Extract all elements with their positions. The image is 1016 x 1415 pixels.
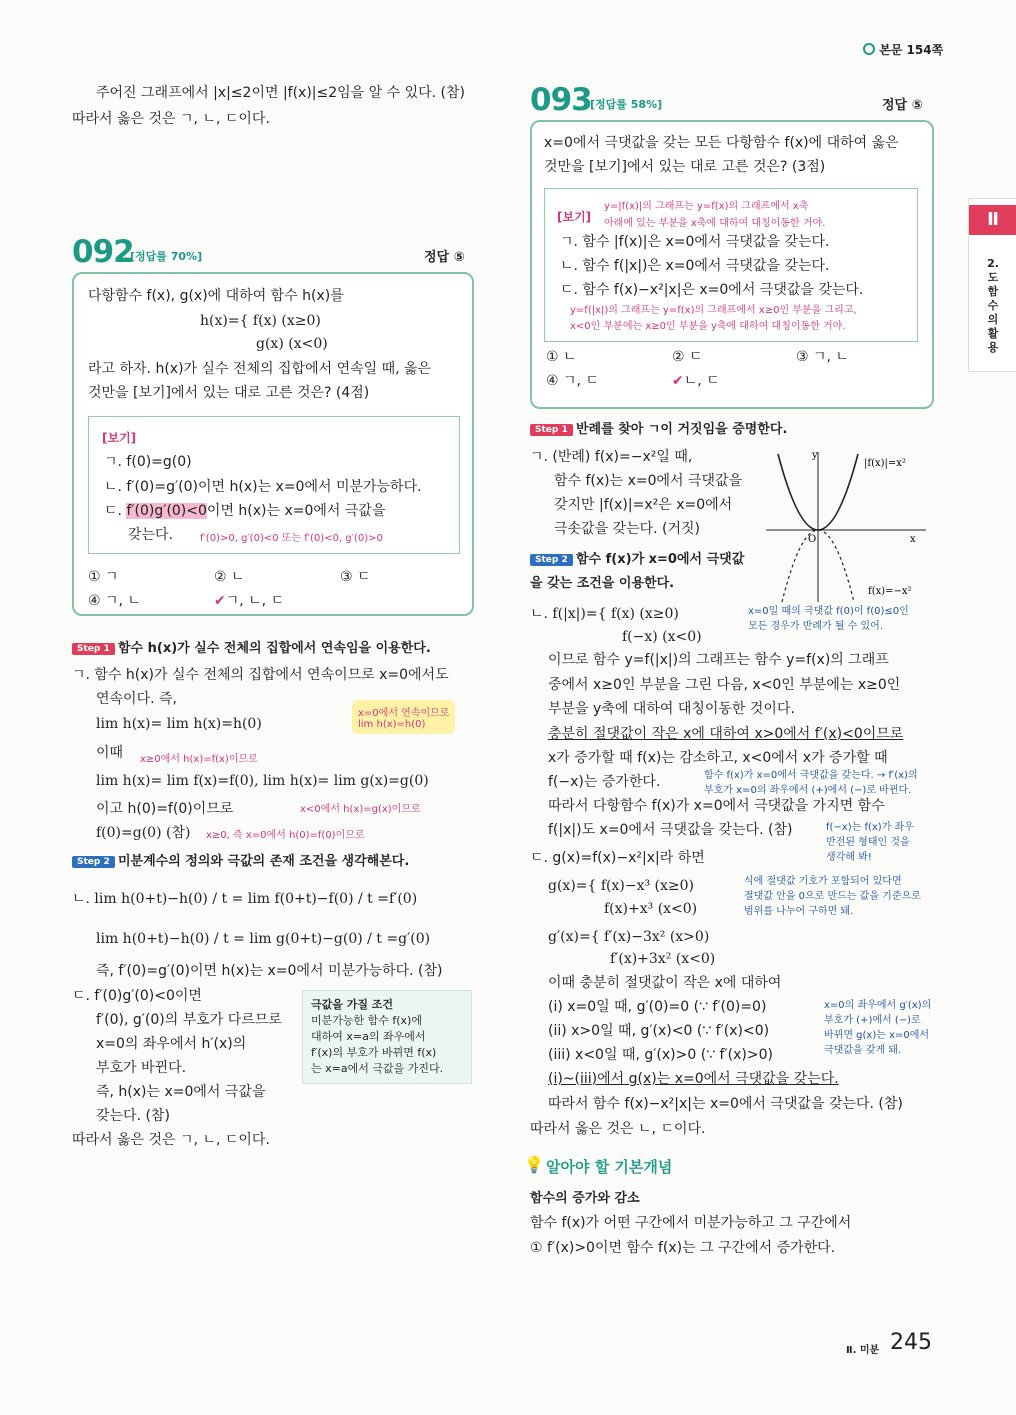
choice: ④ ㄱ, ㄴ: [88, 593, 141, 609]
text-line: (i) x=0일 때, g′(0)=0 (∵ f′(0)=0): [548, 999, 767, 1015]
text-line: ㄱ. (반례) f(x)=−x²일 때,: [530, 449, 693, 465]
x-label: x: [910, 534, 916, 545]
bogi-item: 갖는다.: [128, 527, 174, 543]
annotation: x≥0에서 h(x)=f(x)이므로: [140, 754, 258, 765]
math-line: ㄴ. f(|x|)={ f(x) (x≥0): [530, 606, 679, 622]
text-line: 갖지만 |f(x)|=x²은 x=0에서: [554, 497, 733, 513]
chapter-title: 2. 도 함 수 의 활 용: [987, 257, 999, 354]
text-line: 따라서 옳은 것은 ㄱ, ㄴ, ㄷ이다.: [72, 1132, 270, 1148]
text-line: 따라서 옳은 것은 ㄱ, ㄴ, ㄷ이다.: [72, 111, 270, 127]
annotation: y=|f(x)|의 그래프는 y=f(x)의 그래프에서 x축: [604, 201, 809, 212]
choice: ③ ㄱ, ㄴ: [796, 349, 849, 365]
annotation: 함수 f(x)가 x=0에서 극댓값을 갖는다. → f′(x)의 부호가 x=0의 좌우에서 (+)에서 (−)로 바뀐다.: [704, 770, 918, 796]
lightbulb-icon: 💡: [524, 1155, 544, 1174]
annotation: f′(0)>0, g′(0)<0 또는 f′(0)<0, g′(0)>0: [200, 533, 383, 544]
text-line: 라고 하자. h(x)가 실수 전체의 집합에서 연속일 때, 옳은: [88, 361, 432, 377]
annotation: x=0일 때의 극댓값 f(0)이 f(0)≤0인 모든 경우가 반례가 될 수 있어.: [748, 606, 909, 632]
math-line: f(0)=g(0) (참): [96, 825, 191, 841]
y-label: y: [812, 450, 818, 461]
step-title: 함수 h(x)가 실수 전체의 집합에서 연속임을 이용한다.: [118, 641, 431, 656]
concept-title: 알아야 할 기본개념: [546, 1158, 673, 1176]
annotation: y=f(|x|)의 그래프는 y=f(x)의 그래프에서 x≥0인 부분을 그리고,: [570, 305, 857, 316]
choice-correct: ✔ㄱ, ㄴ, ㄷ: [214, 593, 285, 609]
origin-label: O: [808, 534, 817, 545]
text-line: 충분히 절댓값이 작은 x에 대하여 x>0에서 f′(x)<0이므로: [548, 726, 904, 742]
text-line: 다항함수 f(x), g(x)에 대하여 함수 h(x)를: [88, 288, 344, 304]
text-line: 갖는다. (참): [96, 1108, 170, 1124]
bogi-title: [보기]: [102, 431, 137, 445]
text-line: 이므로 함수 y=f(|x|)의 그래프는 함수 y=f(x)의 그래프: [548, 652, 889, 668]
annotation: f(−x)는 f(x)가 좌우 반전된 형태인 것을 생각해 봐!: [826, 822, 914, 863]
text-line: 것만을 [보기]에서 있는 대로 고른 것은? (4점): [88, 385, 370, 401]
step-tag: Step 1: [530, 424, 573, 436]
piecewise-def: h(x)={ f(x) (x≥0): [200, 313, 321, 329]
concept-note: 극값을 가질 조건 미분가능한 함수 f(x)에 대하여 x=a의 좌우에서 f′(x)의 부호가 바뀌면 f(x) 는 x=a에서 극값을 가진다.: [302, 990, 472, 1084]
text-line: x=0의 좌우에서 h′(x)의: [96, 1036, 247, 1052]
text-line: 이고 h(0)=f(0)이므로: [96, 801, 234, 817]
annotation: 아래에 있는 부분을 x축에 대하여 대칭이동한 거야.: [604, 218, 826, 229]
text-line: 연속이다. 즉,: [96, 691, 177, 707]
math-line: g(x)={ f(x)−x³ (x≥0): [548, 878, 695, 894]
text-line: 함수 f(x)가 어떤 구간에서 미분가능하고 그 구간에서: [530, 1215, 852, 1231]
text-line: x=0에서 극댓값을 갖는 모든 다항함수 f(x)에 대하여 옳은: [544, 135, 899, 151]
choice: ② ㄴ: [214, 569, 245, 585]
parabola-graph: [760, 446, 932, 606]
text-line: ㄷ. g(x)=f(x)−x²|x|라 하면: [530, 850, 705, 866]
text-line: f(|x|)도 x=0에서 극댓값을 갖는다. (참): [548, 822, 793, 838]
answer-rate: [정답률 70%]: [130, 250, 203, 263]
text-line: 부분을 y축에 대하여 대칭이동한 것이다.: [548, 701, 795, 717]
text-line: (iii) x<0일 때, g′(x)>0 (∵ f′(x)>0): [548, 1047, 773, 1063]
text-line: 극솟값을 갖는다. (거짓): [554, 521, 700, 537]
chapter-tab: [968, 198, 1016, 372]
text-line: 부호가 바뀐다.: [96, 1060, 187, 1076]
bogi-item: ㄴ. f′(0)=g′(0)이면 h(x)는 x=0에서 미분가능하다.: [104, 479, 422, 495]
answer-label: 정답 ⑤: [424, 250, 465, 265]
bogi-item: ㄷ. 함수 f(x)−x²|x|은 x=0에서 극댓값을 갖는다.: [560, 282, 864, 298]
annotation: x≥0, 즉 x=0에서 h(0)=f(0)이므로: [206, 830, 365, 841]
answer-label: 정답 ⑤: [882, 98, 923, 113]
curve-label: |f(x)|=x²: [864, 458, 906, 469]
bogi-item: ㄴ. 함수 f(|x|)은 x=0에서 극댓값을 갖는다.: [560, 258, 830, 274]
annotation: x<0인 부분에는 x≥0인 부분을 y축에 대하여 대칭이동한 거야.: [570, 321, 846, 332]
step-title: 을 갖는 조건을 이용한다.: [530, 576, 675, 591]
step-title: 함수 f(x)가 x=0에서 극댓값: [576, 552, 745, 567]
annotation: x<0에서 h(x)=g(x)이므로: [300, 804, 421, 815]
circle-icon: [863, 43, 875, 55]
math-line: lim h(0+t)−h(0) / t = lim g(0+t)−g(0) / t =g′(0): [96, 931, 431, 947]
step-tag: Step 2: [72, 856, 115, 868]
math-line: lim h(x)= lim h(x)=h(0): [96, 716, 262, 732]
bogi-item: ㄱ. 함수 |f(x)|은 x=0에서 극댓값을 갖는다.: [560, 234, 830, 250]
choice: ② ㄷ: [672, 349, 703, 365]
text-line: x가 증가할 때 f(x)는 감소하고, x<0에서 x가 증가할 때: [548, 750, 888, 766]
text-line: 함수 f(x)는 x=0에서 극댓값을: [554, 473, 743, 489]
yellow-note: x=0에서 연속이므로 lim h(x)=h(0): [352, 700, 455, 734]
text-line: f′(0), g′(0)의 부호가 다르므로: [96, 1012, 282, 1028]
text-line: 따라서 옳은 것은 ㄴ, ㄷ이다.: [530, 1121, 706, 1137]
footer-section: Ⅱ. 미분: [846, 1345, 880, 1356]
math-line: g′(x)={ f′(x)−3x² (x>0): [548, 929, 710, 945]
question-number: 093: [530, 82, 592, 118]
text-line: (ii) x>0일 때, g′(x)<0 (∵ f′(x)<0): [548, 1023, 770, 1039]
text-line: 중에서 x≥0인 부분을 그린 다음, x<0인 부분에는 x≥0인: [548, 677, 901, 693]
step-title: 반례를 찾아 ㄱ이 거짓임을 증명한다.: [576, 422, 788, 437]
math-line: f(x)+x³ (x<0): [604, 901, 698, 917]
piecewise-def: g(x) (x<0): [256, 336, 328, 352]
page-number: 245: [890, 1330, 932, 1355]
choice: ③ ㄷ: [340, 569, 371, 585]
step-tag: Step 1: [72, 643, 115, 655]
concept-subtitle: 함수의 증가와 감소: [530, 1191, 640, 1206]
choice: ④ ㄱ, ㄷ: [546, 373, 599, 389]
page-reference: 본문 154쪽: [863, 41, 943, 58]
math-line: f′(x)+3x² (x<0): [610, 951, 716, 967]
answer-rate: [정답률 58%]: [590, 98, 663, 111]
step-tag: Step 2: [530, 554, 573, 566]
annotation: 식에 절댓값 기호가 포함되어 있다면 절댓값 안을 0으로 만드는 값을 기준으로 범위를 나누어 구하면 돼.: [744, 876, 921, 917]
bogi-title: [보기]: [557, 210, 592, 224]
step-title: 미분계수의 정의와 극값의 존재 조건을 생각해본다.: [118, 854, 410, 869]
text-line: 주어진 그래프에서 |x|≤2이면 |f(x)|≤2임을 알 수 있다. (참): [96, 85, 465, 101]
math-line: lim h(x)= lim f(x)=f(0), lim h(x)= lim g(x)=g(0): [96, 773, 429, 789]
text-line: 즉, f′(0)=g′(0)이면 h(x)는 x=0에서 미분가능하다. (참): [96, 963, 443, 979]
text-line: 이때: [96, 745, 124, 761]
math-line: f(−x) (x<0): [622, 629, 702, 645]
check-icon: ✔: [214, 593, 226, 609]
text-line: 따라서 다항함수 f(x)가 x=0에서 극댓값을 가지면 함수: [548, 798, 885, 814]
text-line: (i)~(iii)에서 g(x)는 x=0에서 극댓값을 갖는다.: [548, 1071, 839, 1087]
math-line: ㄴ. lim h(0+t)−h(0) / t = lim f(0+t)−f(0) / t =f′(0): [72, 891, 418, 907]
chapter-roman: Ⅱ: [969, 205, 1016, 235]
curve-label: f(x)=−x²: [868, 586, 912, 597]
text-line: ㄷ. f′(0)g′(0)<0이면: [72, 988, 202, 1004]
check-icon: ✔: [672, 373, 684, 389]
annotation: x=0의 좌우에서 g′(x)의 부호가 (+)에서 (−)로 바뀌면 g(x)는 x=0에서 극댓값을 갖게 돼.: [824, 1000, 932, 1056]
text-line: 것만을 [보기]에서 있는 대로 고른 것은? (3점): [544, 159, 826, 175]
text-line: 따라서 함수 f(x)−x²|x|는 x=0에서 극댓값을 갖는다. (참): [548, 1096, 903, 1112]
text-line: f(−x)는 증가한다.: [548, 774, 661, 790]
question-number: 092: [72, 234, 134, 270]
bogi-item: ㄱ. f(0)=g(0): [104, 454, 192, 470]
bogi-item: ㄷ. f′(0)g′(0)<0이면 h(x)는 x=0에서 극값을: [104, 503, 386, 519]
text-line: 즉, h(x)는 x=0에서 극값을: [96, 1084, 266, 1100]
text-line: ① f′(x)>0이면 함수 f(x)는 그 구간에서 증가한다.: [530, 1240, 836, 1256]
text-line: 이때 충분히 절댓값이 작은 x에 대하여: [548, 975, 782, 991]
choice: ① ㄱ: [88, 569, 119, 585]
choice: ① ㄴ: [546, 349, 577, 365]
text-line: ㄱ. 함수 h(x)가 실수 전체의 집합에서 연속이므로 x=0에서도: [72, 667, 449, 683]
choice-correct: ✔ㄴ, ㄷ: [672, 373, 720, 389]
